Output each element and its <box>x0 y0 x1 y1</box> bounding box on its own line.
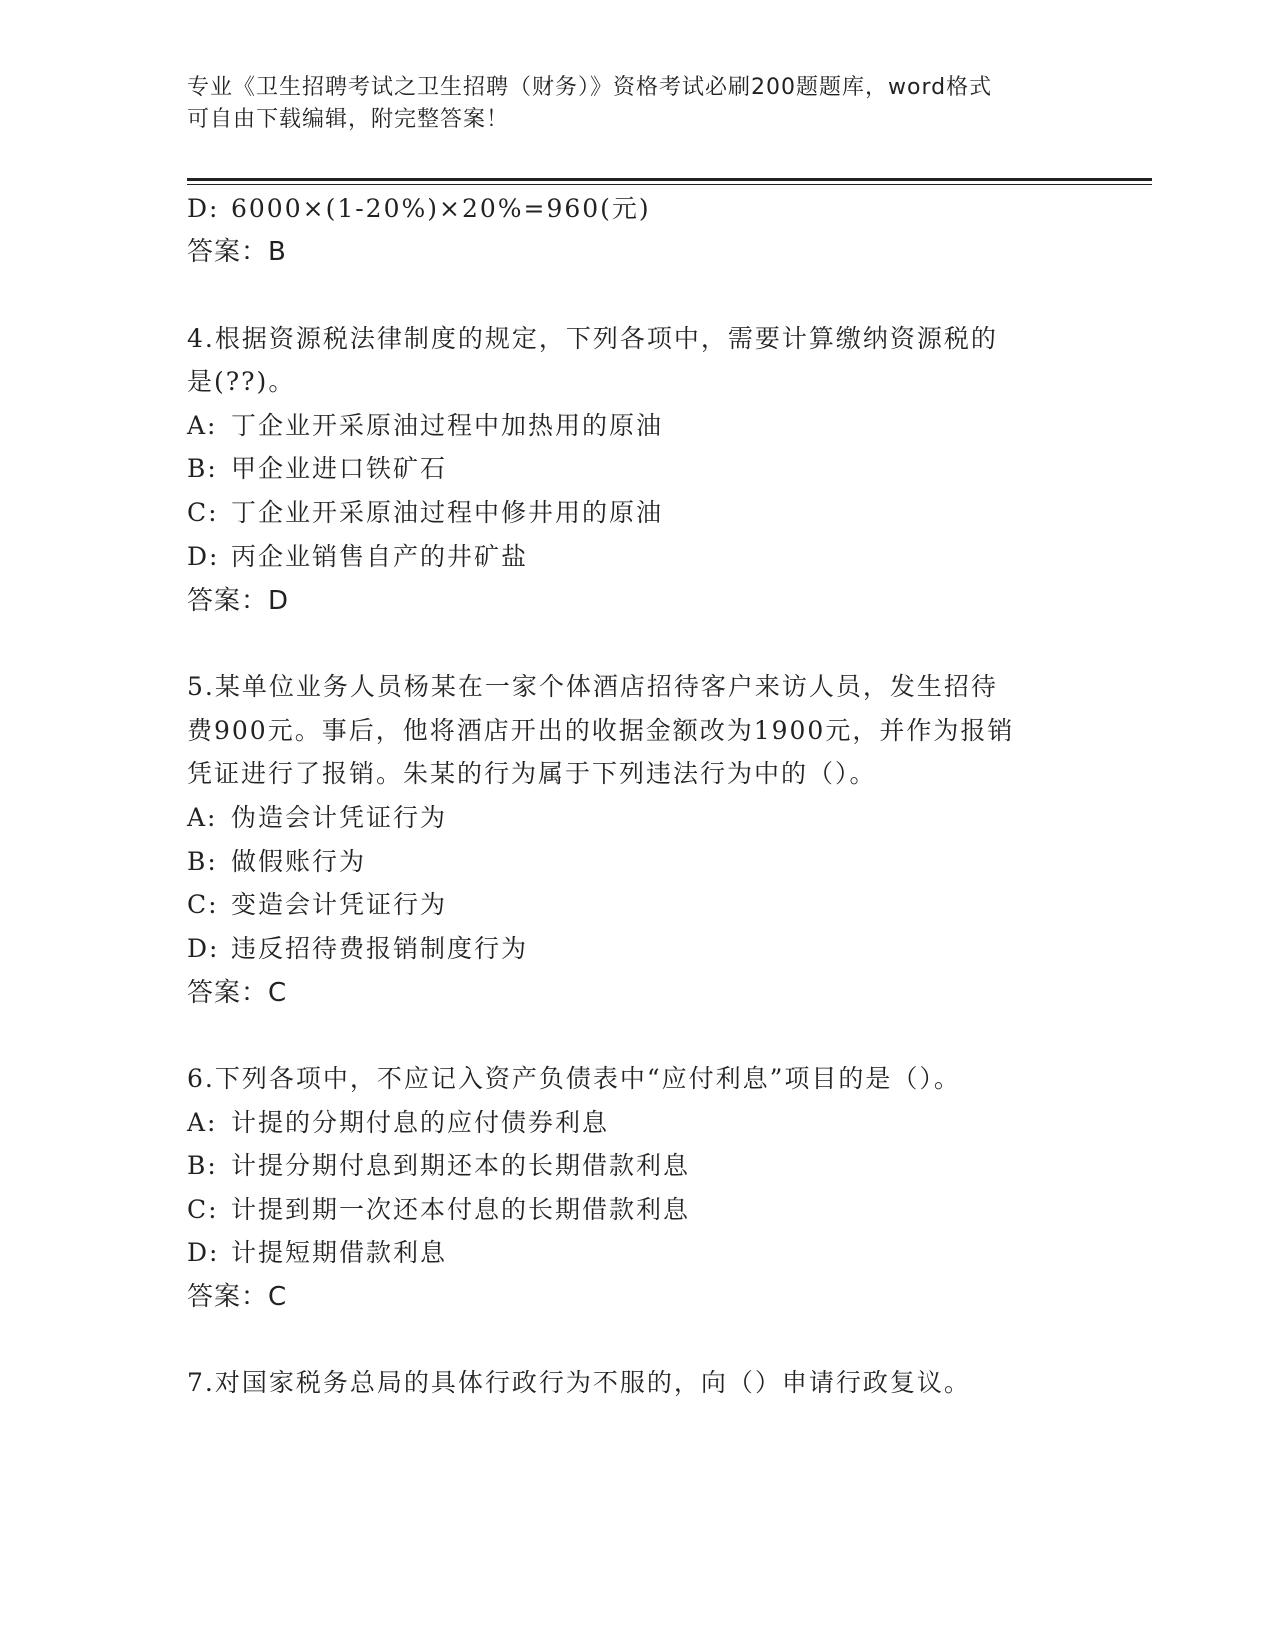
option-text: 6000×(1-20%)×20%=960(元) <box>231 194 651 223</box>
option-label: C: <box>187 890 219 919</box>
q4-option-b <box>187 453 447 485</box>
q6-option-a <box>187 1107 609 1139</box>
q4-answer: 答案：D <box>187 586 290 616</box>
q5-option-d <box>187 933 528 965</box>
q6-option-d <box>187 1237 447 1269</box>
option-label: D: <box>187 194 220 223</box>
q5-stem-line-2: 费900元。事后，他将酒店开出的收据金额改为1900元，并作为报销 <box>187 716 1015 745</box>
header-rule-thick <box>187 178 1152 181</box>
option-label: B: <box>187 454 218 483</box>
option-text: 变造会计凭证行为 <box>231 890 448 919</box>
option-text: 丁企业开采原油过程中修井用的原油 <box>231 498 664 527</box>
option-label: A: <box>187 1108 218 1137</box>
option-text: 做假账行为 <box>231 847 367 876</box>
option-label: C: <box>187 498 219 527</box>
option-text: 计提分期付息到期还本的长期借款利息 <box>231 1151 691 1180</box>
option-label: B: <box>187 1151 218 1180</box>
q6-option-b <box>187 1150 690 1182</box>
q6-answer: 答案：C <box>187 1282 288 1312</box>
q5-option-a <box>187 802 447 834</box>
q4-option-d <box>187 541 528 573</box>
option-text: 计提短期借款利息 <box>231 1238 448 1267</box>
q4-stem-line-1: 4.根据资源税法律制度的规定，下列各项中，需要计算缴纳资源税的 <box>187 324 998 353</box>
header-line-1: 专业《卫生招聘考试之卫生招聘（财务）》资格考试必刷200题题库，word格式 <box>187 75 993 100</box>
q6-option-c <box>187 1194 690 1226</box>
q4-option-c <box>187 497 663 529</box>
option-text: 计提到期一次还本付息的长期借款利息 <box>231 1195 691 1224</box>
prev-option-d <box>187 193 651 225</box>
option-label: C: <box>187 1195 219 1224</box>
option-text: 丙企业销售自产的井矿盐 <box>231 542 529 571</box>
option-label: A: <box>187 803 218 832</box>
q7-stem-line-1: 7.对国家税务总局的具体行政行为不服的，向（）申请行政复议。 <box>187 1368 971 1397</box>
q4-stem-line-2: 是(??)。 <box>187 367 296 396</box>
q5-stem-line-3: 凭证进行了报销。朱某的行为属于下列违法行为中的（）。 <box>187 759 877 788</box>
option-label: D: <box>187 1238 220 1267</box>
prev-answer: 答案：B <box>187 237 287 267</box>
header-rule-thin <box>187 184 1152 185</box>
option-text: 计提的分期付息的应付债券利息 <box>231 1108 610 1137</box>
option-label: B: <box>187 847 218 876</box>
option-label: D: <box>187 542 220 571</box>
q6-stem-line-1: 6.下列各项中，不应记入资产负债表中“应付利息”项目的是（）。 <box>187 1064 961 1093</box>
q5-option-b <box>187 846 366 878</box>
option-text: 丁企业开采原油过程中加热用的原油 <box>231 411 664 440</box>
option-text: 甲企业进口铁矿石 <box>231 454 448 483</box>
option-text: 伪造会计凭证行为 <box>231 803 448 832</box>
q5-stem-line-1: 5.某单位业务人员杨某在一家个体酒店招待客户来访人员，发生招待 <box>187 672 998 701</box>
document-header <box>187 72 1087 136</box>
q5-answer: 答案：C <box>187 978 288 1008</box>
header-line-2: 可自由下载编辑，附完整答案！ <box>187 107 510 132</box>
option-text: 违反招待费报销制度行为 <box>231 934 529 963</box>
option-label: A: <box>187 411 218 440</box>
option-label: D: <box>187 934 220 963</box>
q4-option-a <box>187 410 663 442</box>
q5-option-c <box>187 889 447 921</box>
